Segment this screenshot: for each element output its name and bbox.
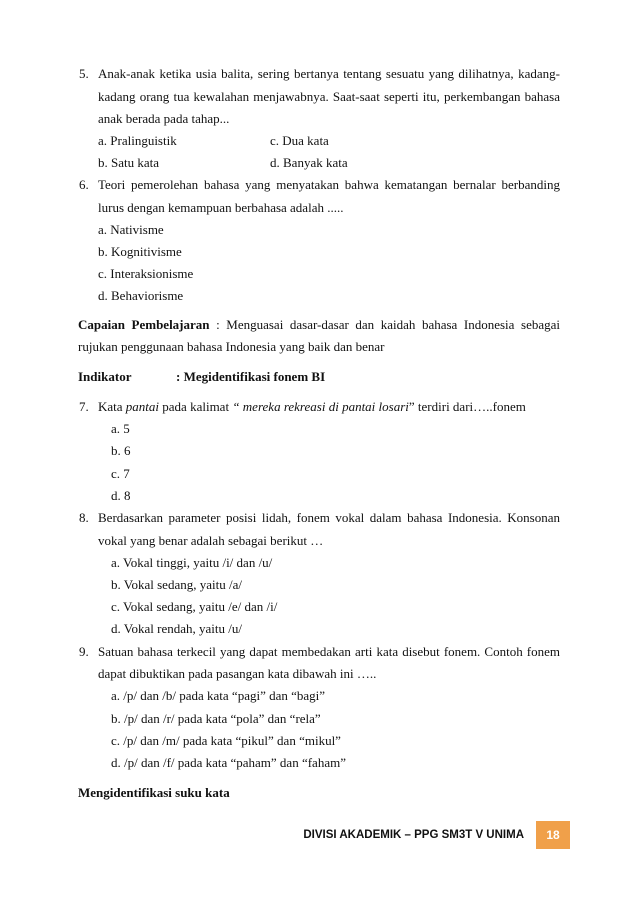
question-8-number: 8. — [79, 510, 89, 525]
question-7-word: pantai — [125, 399, 160, 414]
question-6-option-b: b. Kognitivisme — [98, 244, 182, 259]
question-6-line-1: Teori pemerolehan bahasa yang menyatakan bahwa kematangan bernalar berbanding — [98, 177, 560, 192]
indicator-value: : Megidentifikasi fonem BI — [176, 369, 326, 384]
question-8-option-d: d. Vokal rendah, yaitu /u/ — [111, 621, 242, 636]
question-7-pre: Kata — [98, 399, 126, 414]
learning-outcome-line-1 — [78, 317, 560, 333]
question-8-option-b: b. Vokal sedang, yaitu /a/ — [111, 577, 242, 592]
question-6-option-c: c. Interaksionisme — [98, 266, 194, 281]
question-5-option-c: c. Dua kata — [270, 133, 329, 148]
question-7-post: ” terdiri dari…..fonem — [408, 399, 526, 414]
question-6-option-a: a. Nativisme — [98, 222, 164, 237]
question-6-line-2: lurus dengan kemampuan berbahasa adalah ..... — [98, 200, 344, 215]
question-9-option-c: c. /p/ dan /m/ pada kata “pikul” dan “mikul” — [111, 733, 341, 748]
question-7-option-b: b. 6 — [111, 443, 131, 458]
question-5-option-b: b. Satu kata — [98, 155, 160, 170]
question-6-number: 6. — [79, 177, 89, 192]
question-9-line-1: Satuan bahasa terkecil yang dapat membedakan arti kata disebut fonem. Contoh fonem — [98, 644, 560, 659]
question-9-line-2: dapat dibuktikan pada pasangan kata dibawah ini ….. — [98, 666, 377, 681]
question-9-option-d: d. /p/ dan /f/ pada kata “paham” dan “faham” — [111, 755, 346, 770]
question-8-option-a: a. Vokal tinggi, yaitu /i/ dan /u/ — [111, 555, 273, 570]
question-5-line-2: kadang orang tua kewalahan menjawabnya. Saat-saat seperti itu, perkembangan bahasa — [98, 89, 560, 104]
question-5-line-3: anak berada pada tahap... — [98, 111, 230, 126]
question-5-option-a: a. Pralinguistik — [98, 133, 177, 148]
section-heading: Mengidentifikasi suku kata — [78, 785, 230, 800]
question-9-number: 9. — [79, 644, 89, 659]
learning-outcome-line-2: rujukan penggunaan bahasa Indonesia yang baik dan benar — [78, 339, 385, 354]
question-7-number: 7. — [79, 399, 89, 414]
indicator-label: Indikator — [78, 369, 132, 384]
question-8-line-2: vokal yang benar adalah sebagai berikut … — [98, 533, 324, 548]
question-7-text — [98, 399, 526, 415]
question-9-option-a: a. /p/ dan /b/ pada kata “pagi” dan “bagi” — [111, 688, 326, 703]
question-9-option-b: b. /p/ dan /r/ pada kata “pola” dan “rela” — [111, 711, 321, 726]
question-7-option-a: a. 5 — [111, 421, 130, 436]
learning-outcome-label: Capaian Pembelajaran — [78, 317, 210, 332]
question-8-option-c: c. Vokal sedang, yaitu /e/ dan /i/ — [111, 599, 278, 614]
footer-text: DIVISI AKADEMIK – PPG SM3T V UNIMA — [303, 829, 524, 841]
question-5-option-d: d. Banyak kata — [270, 155, 348, 170]
question-7-quote: “ mereka rekreasi di pantai losari — [232, 399, 409, 414]
page-footer — [303, 821, 570, 849]
question-5-number: 5. — [79, 66, 89, 81]
question-7-mid: pada kalimat — [159, 399, 233, 414]
question-7-option-d: d. 8 — [111, 488, 131, 503]
learning-outcome-text: : Menguasai dasar-dasar dan kaidah bahasa Indonesia sebagai — [216, 317, 560, 332]
question-7-option-c: c. 7 — [111, 466, 130, 481]
question-8-line-1: Berdasarkan parameter posisi lidah, fonem vokal dalam bahasa Indonesia. Konsonan — [98, 510, 560, 525]
question-6-option-d: d. Behaviorisme — [98, 288, 184, 303]
page-number: 18 — [536, 821, 570, 849]
question-5-line-1: Anak-anak ketika usia balita, sering bertanya tentang sesuatu yang dilihatnya, kadang- — [98, 66, 560, 81]
